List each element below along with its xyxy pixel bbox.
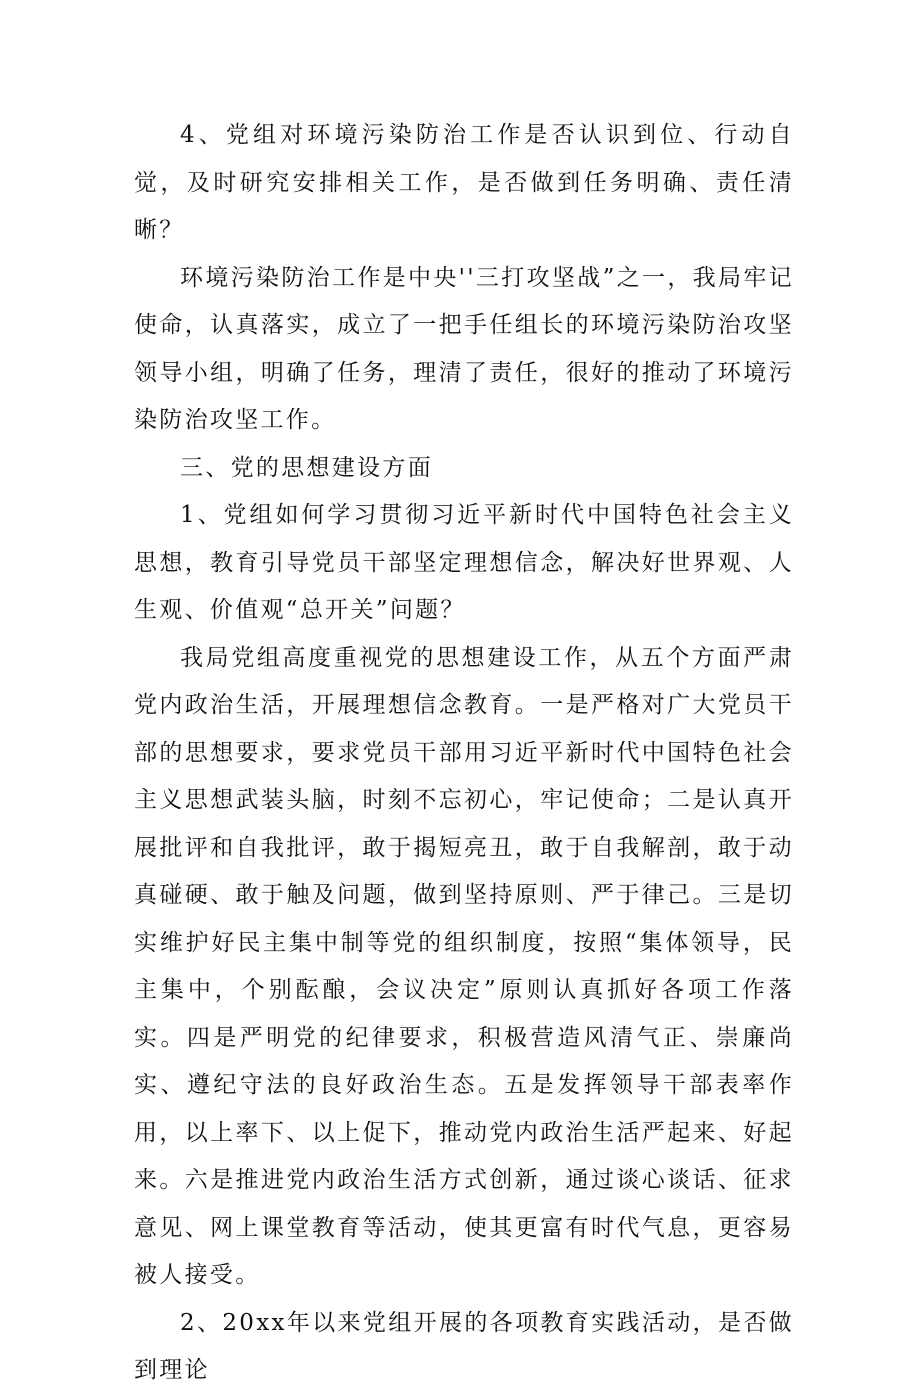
section-heading-ideological-building: 三、党的思想建设方面	[180, 454, 433, 481]
paragraph-answer-1: 我局党组高度重视党的思想建设工作，从五个方面严肃党内政治生活，开展理想信念教育。一是严格对广大党员干部的思想要求，要求党员干部用习近平新时代中国特色社会主义思想武装头脑，时刻不忘初心，牢记使命；二是认真开展批评和自我批评，敢于揭短亮丑，敢于自我解剖，敢于动真碰硬、敢于触及问题，做到坚持原则、严于律己。三是切实维护好民主集中制等党的组织制度，按照“集体领导，民主集中，个别酝酿，会议决定”原则认真抓好各项工作落实。四是严明党的纪律要求，积极营造风清气正、崇廉尚实、遵纪守法的良好政治生态。五是发挥领导干部表率作用，以上率下、以上促下，推动党内政治生活严起来、好起来。六是推进党内政治生活方式创新，通过谈心谈话、征求意见、网上课堂教育等活动，使其更富有时代气息，更容易被人接受。	[134, 644, 794, 1288]
paragraph-answer-4: 环境污染防治工作是中央''三打攻坚战”之一，我局牢记使命，认真落实，成立了一把手任组长的环境污染防治攻坚领导小组，明确了任务，理清了责任，很好的推动了环境污染防治攻坚工作。	[134, 264, 794, 433]
paragraph-question-2: 2、20xx年以来党组开展的各项教育实践活动，是否做到理论	[134, 1309, 794, 1383]
document-body	[134, 112, 794, 1395]
paragraph-question-4: 4、党组对环境污染防治工作是否认识到位、行动自觉，及时研究安排相关工作，是否做到任务明确、责任清晰？	[134, 122, 794, 243]
paragraph-question-1: 1、党组如何学习贯彻习近平新时代中国特色社会主义思想，教育引导党员干部坚定理想信念，解决好世界观、人生观、价值观“总开关”问题？	[134, 502, 794, 623]
